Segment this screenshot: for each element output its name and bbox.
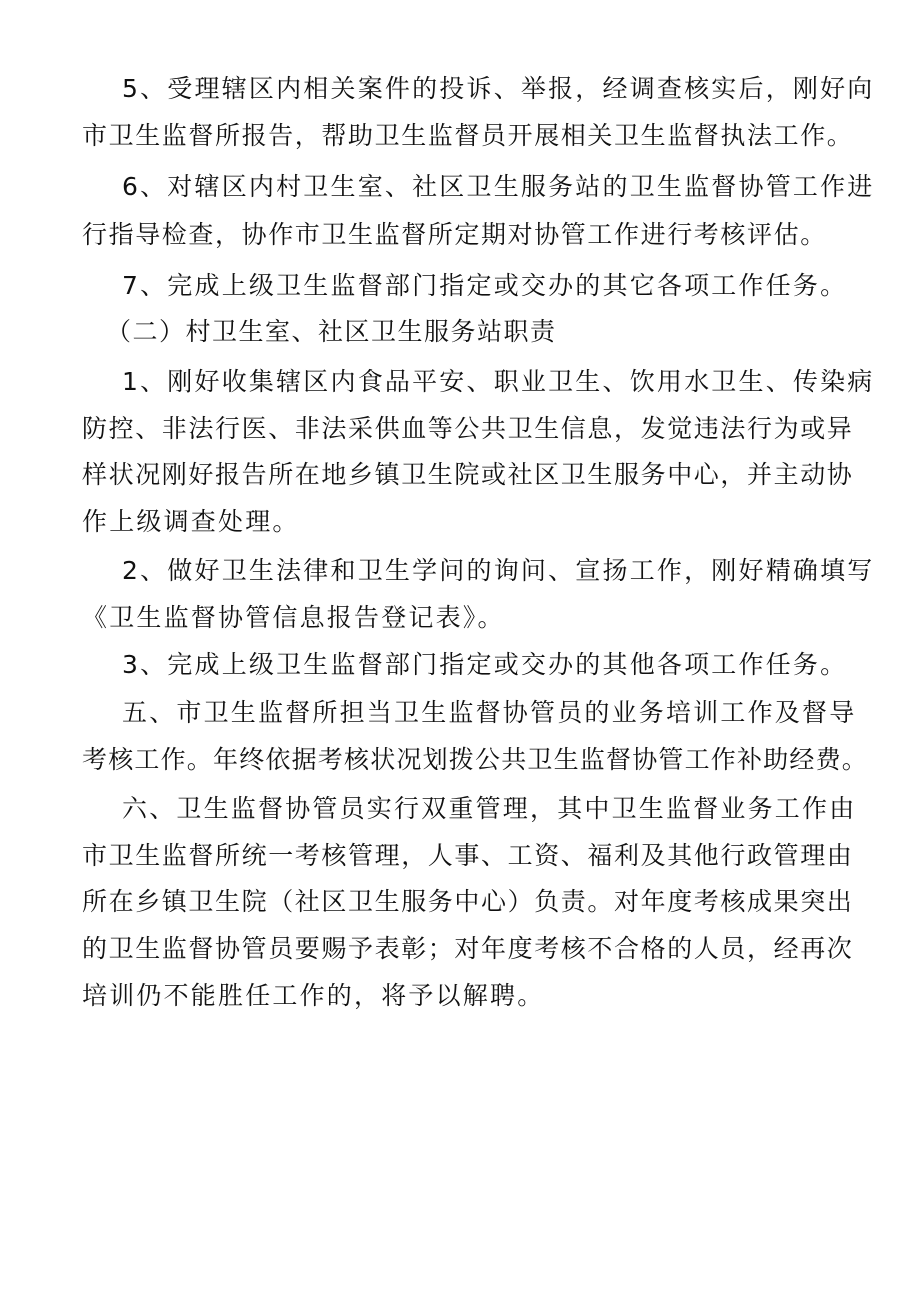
clinic-item-1-line-3: 样状况刚好报告所在地乡镇卫生院或社区卫生服务中心，并主动协 xyxy=(82,460,854,489)
paragraph-5-line-1: 5、受理辖区内相关案件的投诉、举报，经调查核实后，刚好向 xyxy=(122,74,875,103)
section-heading-village-clinic: （二）村卫生室、社区卫生服务站职责 xyxy=(106,317,557,346)
clinic-item-2-line-1: 2、做好卫生法律和卫生学问的询问、宣扬工作，刚好精确填写 xyxy=(122,556,875,585)
section-5-line-2: 考核工作。年终依据考核状况划拨公共卫生监督协管工作补助经费。 xyxy=(82,745,869,774)
paragraph-5-line-2: 市卫生监督所报告，帮助卫生监督员开展相关卫生监督执法工作。 xyxy=(82,121,854,150)
paragraph-6-line-1: 6、对辖区内村卫生室、社区卫生服务站的卫生监督协管工作进 xyxy=(122,172,875,201)
paragraph-6-line-2: 行指导检查，协作市卫生监督所定期对协管工作进行考核评估。 xyxy=(82,220,827,249)
clinic-item-2-line-2: 《卫生监督协管信息报告登记表》。 xyxy=(82,603,505,632)
paragraph-7-line-1: 7、完成上级卫生监督部门指定或交办的其它各项工作任务。 xyxy=(122,271,848,300)
clinic-item-3-line-1: 3、完成上级卫生监督部门指定或交办的其他各项工作任务。 xyxy=(122,650,848,679)
clinic-item-1-line-1: 1、刚好收集辖区内食品平安、职业卫生、饮用水卫生、传染病 xyxy=(122,367,875,396)
clinic-item-1-line-4: 作上级调查处理。 xyxy=(82,507,300,536)
clinic-item-1-line-2: 防控、非法行医、非法采供血等公共卫生信息，发觉违法行为或异 xyxy=(82,414,854,443)
section-6-line-3: 所在乡镇卫生院（社区卫生服务中心）负责。对年度考核成果突出 xyxy=(82,887,854,916)
section-6-line-4: 的卫生监督协管员要赐予表彰；对年度考核不合格的人员，经再次 xyxy=(82,934,854,963)
section-6-line-2: 市卫生监督所统一考核管理，人事、工资、福利及其他行政管理由 xyxy=(82,841,854,870)
section-6-line-5: 培训仍不能胜任工作的，将予以解聘。 xyxy=(82,981,545,1010)
section-5-line-1: 五、市卫生监督所担当卫生监督协管员的业务培训工作及督导 xyxy=(122,698,857,727)
section-6-line-1: 六、卫生监督协管员实行双重管理，其中卫生监督业务工作由 xyxy=(122,794,857,823)
